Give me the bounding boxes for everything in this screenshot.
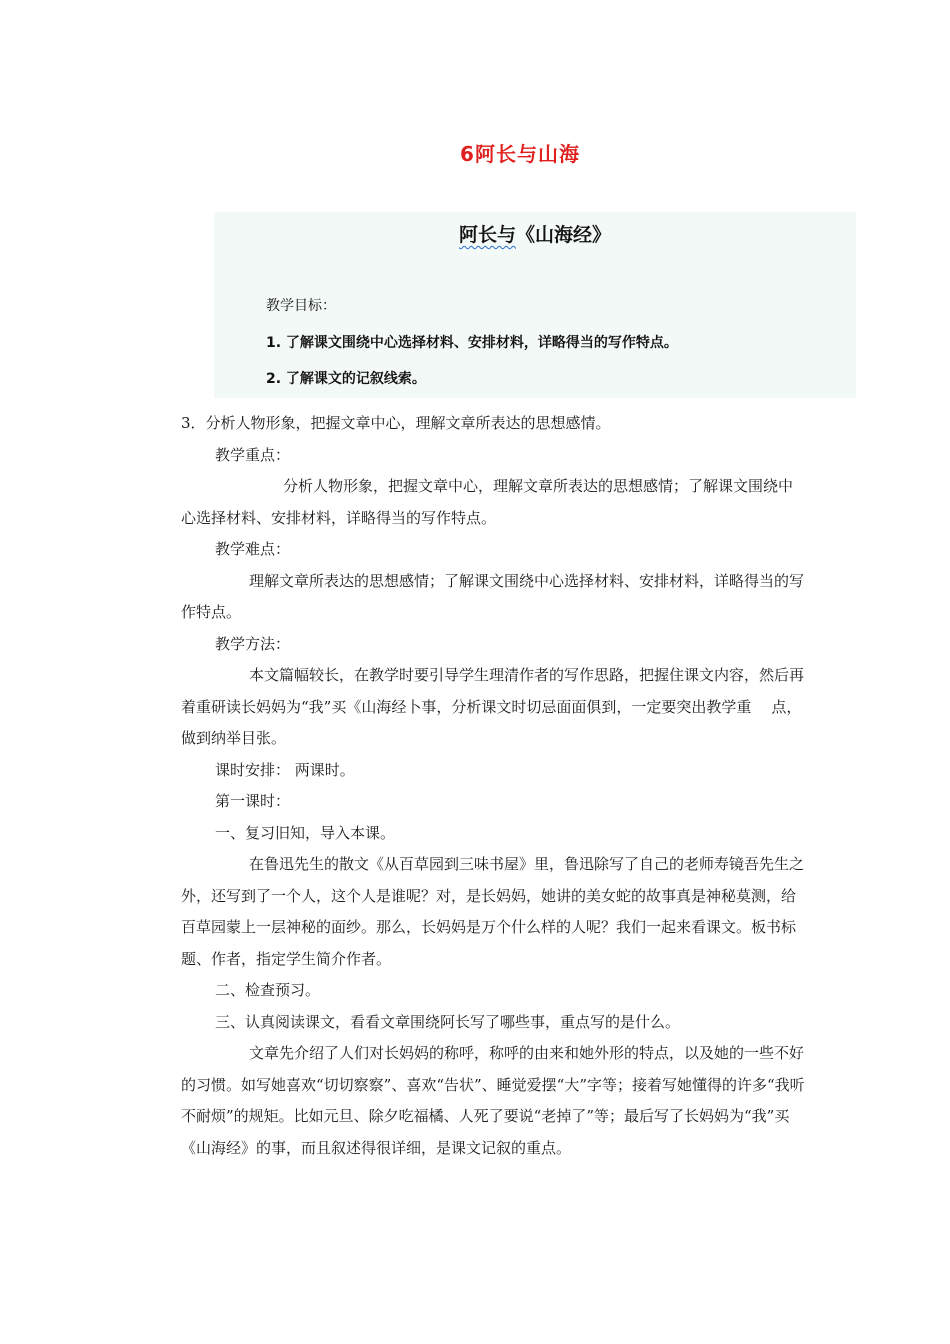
step-3-text: 文章先介绍了人们对长妈妈的称呼，称呼的由来和她外形的特点，以及她的一些不好的习惯。如写她喜欢“切切察察”、喜欢“告状”、睡觉爱摆“大”字等；接着写她懂得的许多“我听不耐烦”的规矩。比如元旦、除夕吃福橘、人死了要说“老掉了”等；最后写了长妈妈为“我”买《山海经》的事，而且叙述得很详细，是课文记叙的重点。 — [181, 1044, 805, 1157]
method-text-a: 本文篇幅较长，在教学时要引导学生理清作者的写作思路，把握住课文内容，然后再着重研读长妈妈为“我”买《山海经卜事，分析课文时切忌面面俱到，一定要突出教学重 — [181, 666, 805, 716]
step-3-heading: 三、认真阅读课文，看看文章围绕阿长写了哪些事，重点写的是什么。 — [215, 1012, 681, 1031]
embedded-title-underlined: 阿长与 — [458, 224, 516, 246]
method-label: 教学方法： — [215, 634, 291, 653]
embedded-title — [214, 220, 856, 247]
schedule: 课时安排： 两课时。 — [215, 760, 355, 779]
goals-label: 教学目标： — [266, 298, 336, 314]
embedded-image-block — [214, 212, 856, 398]
difficulty-label: 教学难点： — [215, 540, 291, 558]
document-body — [181, 408, 806, 1164]
key-points-label: 教学重点： — [215, 445, 291, 464]
step-1-text: 在鲁迅先生的散文《从百草园到三味书屋》里，鲁迅除写了自己的老师寿镜吾先生之外，还写到了一个人，这个人是谁呢？对，是长妈妈，她讲的美女蛇的故事真是神秘莫测，给百草园蒙上一层神秘的面纱。那么，长妈妈是万个什么样的人呢？我们一起来看课文。板书标题、作者，指定学生简介作者。 — [181, 855, 805, 968]
difficulty-text: 理解文章所表达的思想感情；了解课文围绕中心选择材料、安排材料，详略得当的写作特点。 — [181, 571, 805, 621]
method-text — [181, 660, 806, 755]
goal-3: 3．分析人物形象，把握文章中心，理解文章所表达的思想感情。 — [181, 414, 611, 432]
key-points-text: 分析人物形象，把握文章中心，理解文章所表达的思想感情；了解课文围绕中心选择材料、安排材料，详略得当的写作特点。 — [181, 477, 794, 527]
first-lesson-heading: 第一课时： — [215, 792, 291, 810]
step-2-heading: 二、检查预习。 — [215, 981, 321, 999]
step-1-heading: 一、复习旧知，导入本课。 — [215, 823, 396, 842]
embedded-title-rest: 《山海经》 — [516, 224, 612, 246]
goal-1: 1. 了解课文围绕中心选择材料、安排材料，详略得当的写作特点。 — [266, 335, 678, 351]
method-text-b: 点，做到纳举目张。 — [181, 697, 802, 747]
page-title: 6阿长与山海 — [460, 142, 580, 166]
goal-2: 2. 了解课文的记叙线索。 — [266, 371, 426, 387]
